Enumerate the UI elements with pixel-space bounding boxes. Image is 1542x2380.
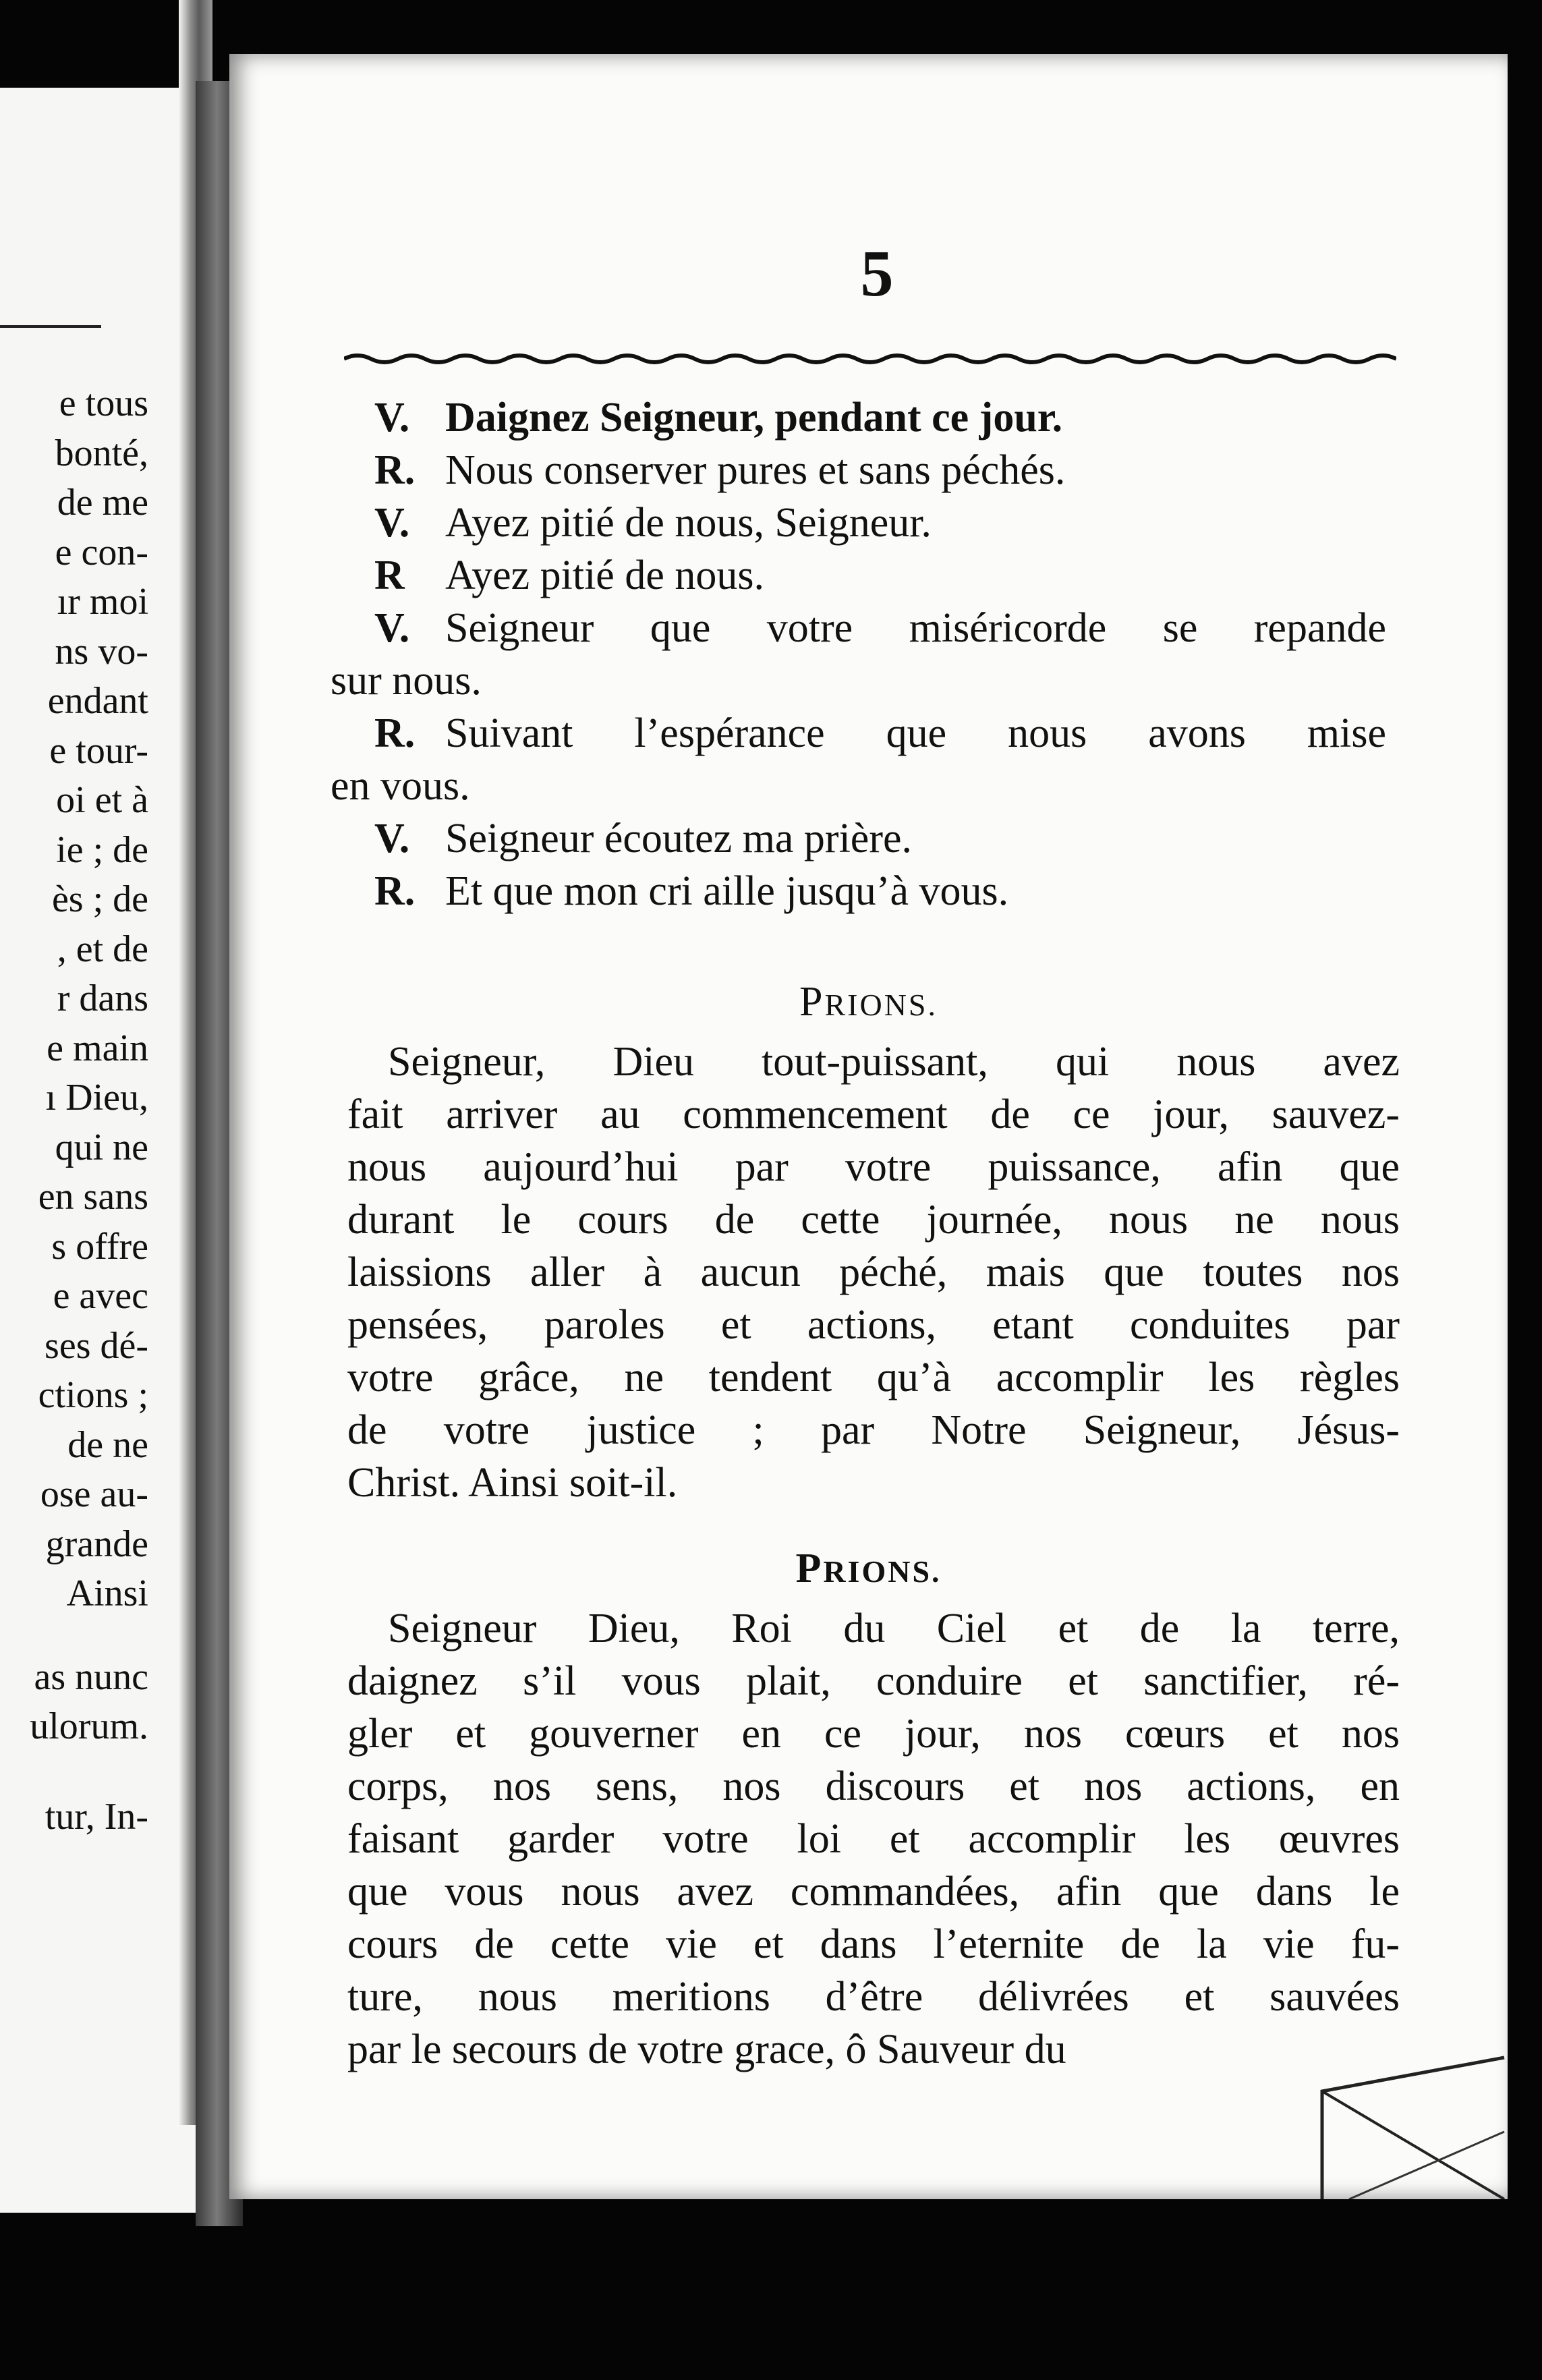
- left-page-line: ı Dieu,: [45, 1077, 148, 1118]
- left-page-line: ses dé-: [45, 1324, 148, 1367]
- versicle-text: en vous.: [331, 763, 470, 809]
- versicle-line: [374, 812, 1386, 865]
- versicle-line: [374, 549, 1386, 602]
- left-page-line: ès ; de: [51, 878, 148, 920]
- page-corner-fold: [1309, 2051, 1508, 2199]
- left-page-rule: [0, 325, 101, 328]
- left-page-line: e tour-: [49, 729, 148, 772]
- versicle-mark: R.: [374, 447, 416, 493]
- left-page-line: ose au-: [40, 1473, 148, 1515]
- left-page-line: qui ne: [55, 1126, 148, 1168]
- prayer-line: ture, nous meritions d’être délivrées et sauvées: [347, 1974, 1400, 2020]
- prayer-line: durant le cours de cette journée, nous ne nous: [347, 1197, 1400, 1243]
- heading-prions-2: PRIONS.: [795, 1546, 942, 1591]
- versicle-line: [331, 654, 1383, 707]
- right-page: [229, 54, 1508, 2199]
- left-page-line: r dans: [57, 978, 148, 1019]
- versicle-line: [374, 497, 1386, 549]
- left-page-line: , et de: [57, 928, 148, 970]
- prayer-line: faisant garder votre loi et accomplir les œuvres: [347, 1816, 1400, 1862]
- prayer-line: laissions aller à aucun péché, mais que toutes nos: [347, 1249, 1400, 1295]
- prayer-line: de votre justice ; par Notre Seigneur, Jésus-: [347, 1407, 1400, 1453]
- prayer-line: nous aujourd’hui par votre puissance, afin que: [347, 1144, 1400, 1190]
- versicle-mark: R.: [374, 710, 416, 756]
- versicle-mark: R: [374, 552, 405, 598]
- versicle-line: [374, 865, 1386, 917]
- heading-prions-1: PRIONS.: [799, 979, 938, 1025]
- left-page-line: s offre: [51, 1225, 148, 1268]
- prayer-line: gler et gouverner en ce jour, nos cœurs et nos: [347, 1711, 1400, 1757]
- left-page-line: Ainsi: [66, 1572, 148, 1614]
- left-page-line: e main: [47, 1027, 148, 1069]
- versicle-text: Seigneur écoutez ma prière.: [445, 816, 912, 861]
- left-page-line: ctions ;: [38, 1374, 148, 1416]
- versicle-text: Suivant l’espérance que nous avons mise: [445, 710, 1386, 756]
- left-page-line: oi et à: [56, 779, 148, 821]
- left-page-line: ır moi: [57, 581, 148, 623]
- left-page-line: ns vo-: [55, 630, 148, 673]
- left-page-line: endant: [47, 680, 148, 722]
- left-page-line: e tous: [59, 382, 148, 424]
- versicle-text: Daignez Seigneur, pendant ce jour.: [445, 395, 1063, 441]
- left-page-line: de me: [57, 482, 148, 523]
- prayer-line: pensées, paroles et actions, etant conduites par: [347, 1302, 1400, 1348]
- versicle-mark: R.: [374, 868, 416, 914]
- versicle-line: [374, 391, 1386, 444]
- left-page-line: ulorum.: [30, 1705, 148, 1747]
- prayer-line: Christ. Ainsi soit-il.: [347, 1460, 678, 1506]
- prayer-line: que vous nous avez commandées, afin que dans le: [347, 1869, 1400, 1915]
- prayer-line: votre grâce, ne tendent qu’à accomplir les règles: [347, 1355, 1400, 1400]
- versicle-mark: V.: [374, 395, 410, 441]
- left-page-line: en sans: [38, 1176, 148, 1218]
- versicle-mark: V.: [374, 500, 410, 546]
- prayer-line: fait arriver au commencement de ce jour, sauvez-: [347, 1092, 1400, 1137]
- prayer-line: corps, nos sens, nos discours et nos actions, en: [347, 1763, 1400, 1809]
- versicle-line: [374, 707, 1386, 760]
- left-page-line: ie ; de: [56, 828, 148, 871]
- versicle-text: Ayez pitié de nous.: [445, 552, 764, 598]
- left-page-line: e avec: [53, 1275, 148, 1317]
- prayer-line: daignez s’il vous plait, conduire et sanctifier, ré-: [347, 1658, 1400, 1704]
- left-page-line: as nunc: [34, 1655, 148, 1698]
- left-page: [0, 88, 196, 2213]
- page-number: 5: [860, 237, 894, 310]
- versicle-line: [374, 602, 1386, 654]
- versicle-line: [331, 760, 1383, 812]
- versicle-line: [374, 444, 1386, 497]
- header-rule: [344, 344, 1396, 371]
- left-page-line: e con-: [55, 531, 148, 573]
- left-page-line: bonté,: [55, 432, 148, 474]
- versicle-mark: V.: [374, 605, 410, 651]
- versicle-text: Nous conserver pures et sans péchés.: [445, 447, 1066, 493]
- versicle-text: Seigneur que votre miséricorde se repande: [445, 605, 1386, 651]
- versicle-text: sur nous.: [331, 658, 482, 704]
- left-page-line: de ne: [67, 1423, 148, 1466]
- left-page-line: tur, In-: [45, 1795, 148, 1838]
- prayer-line: Seigneur, Dieu tout-puissant, qui nous avez: [388, 1039, 1400, 1085]
- prayer-line: Seigneur Dieu, Roi du Ciel et de la terre,: [388, 1606, 1400, 1651]
- versicle-text: Et que mon cri aille jusqu’à vous.: [445, 868, 1009, 914]
- versicle-mark: V.: [374, 816, 410, 861]
- versicle-text: Ayez pitié de nous, Seigneur.: [445, 500, 932, 546]
- prayer-line: par le secours de votre grace, ô Sauveur du: [347, 2027, 1066, 2072]
- left-page-line: grande: [45, 1523, 148, 1565]
- prayer-line: cours de cette vie et dans l’eternite de la vie fu-: [347, 1921, 1400, 1967]
